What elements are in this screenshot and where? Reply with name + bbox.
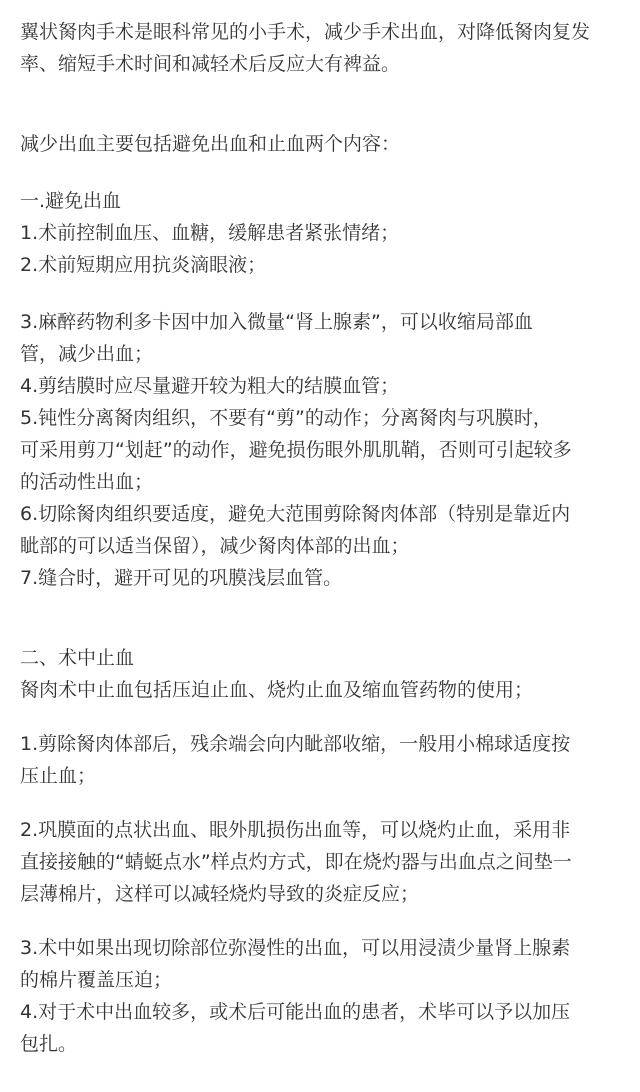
list-item: 眦部的可以适当保留），减少胬肉体部的出血；: [20, 535, 410, 557]
list-item: 5.钝性分离胬肉组织，不要有“剪”的动作；分离胬肉与巩膜时，: [20, 407, 552, 429]
spacer: [20, 910, 626, 932]
list-item: 直接接触的“蜻蜓点水”样点灼方式，即在烧灼器与出血点之间垫一: [20, 851, 572, 873]
list-item: 的棉片覆盖压迫；: [20, 969, 173, 991]
list-item: 3.术中如果出现切除部位弥漫性的出血，可以用浸渍少量肾上腺素: [20, 937, 571, 959]
list-item: 可采用剪刀“划赶”的动作，避免损伤眼外肌肌鞘，否则可引起较多: [20, 439, 572, 461]
list-item: 管，减少出血；: [20, 343, 154, 365]
spacer: [20, 281, 626, 306]
section-avoid-bleeding: [20, 185, 626, 594]
list-item: 压止血；: [20, 765, 97, 787]
section-intro: 胬肉术中止血包括压迫止血、烧灼止血及缩血管药物的使用；: [20, 679, 534, 701]
list-item: 3.麻醉药物利多卡因中加入微量“肾上腺素”，可以收缩局部血: [20, 311, 533, 333]
text-line: 翼状胬肉手术是眼科常见的小手术，减少手术出血，对降低胬肉复发: [20, 21, 591, 43]
text-line: 率、缩短手术时间和减轻术后反应大有裨益。: [20, 53, 401, 75]
list-item: 的活动性出血；: [20, 471, 154, 493]
summary-paragraph: 减少出血主要包括避免出血和止血两个内容：: [20, 133, 401, 155]
section-intraop-hemostasis: [20, 642, 626, 1060]
section-heading: 一.避免出血: [20, 190, 122, 212]
list-item: 1.剪除胬肉体部后，残余端会向内眦部收缩，一般用小棉球适度按: [20, 733, 571, 755]
article-body: [20, 16, 626, 1060]
list-item: 2.巩膜面的点状出血、眼外肌损伤出血等，可以烧灼止血，采用非: [20, 819, 571, 841]
spacer: [20, 160, 626, 185]
spacer: [20, 80, 626, 128]
list-item: 4.剪结膜时应尽量避开较为粗大的结膜血管；: [20, 375, 400, 397]
list-item: 2.术前短期应用抗炎滴眼液；: [20, 254, 267, 276]
list-item: 7.缝合时，避开可见的巩膜浅层血管。: [20, 567, 343, 589]
intro-paragraph: [20, 16, 626, 80]
section-heading: 二、术中止血: [20, 647, 135, 669]
list-item: 1.术前控制血压、血糖，缓解患者紧张情绪；: [20, 222, 400, 244]
spacer: [20, 594, 626, 642]
list-item: 6.切除胬肉组织要适度，避免大范围剪除胬肉体部（特别是靠近内: [20, 503, 571, 525]
spacer: [20, 792, 626, 814]
list-item: 包扎。: [20, 1033, 78, 1055]
list-item: 4.对于术中出血较多，或术后可能出血的患者，术毕可以予以加压: [20, 1001, 571, 1023]
spacer: [20, 706, 626, 728]
list-item: 层薄棉片，这样可以减轻烧灼导致的炎症反应；: [20, 883, 420, 905]
